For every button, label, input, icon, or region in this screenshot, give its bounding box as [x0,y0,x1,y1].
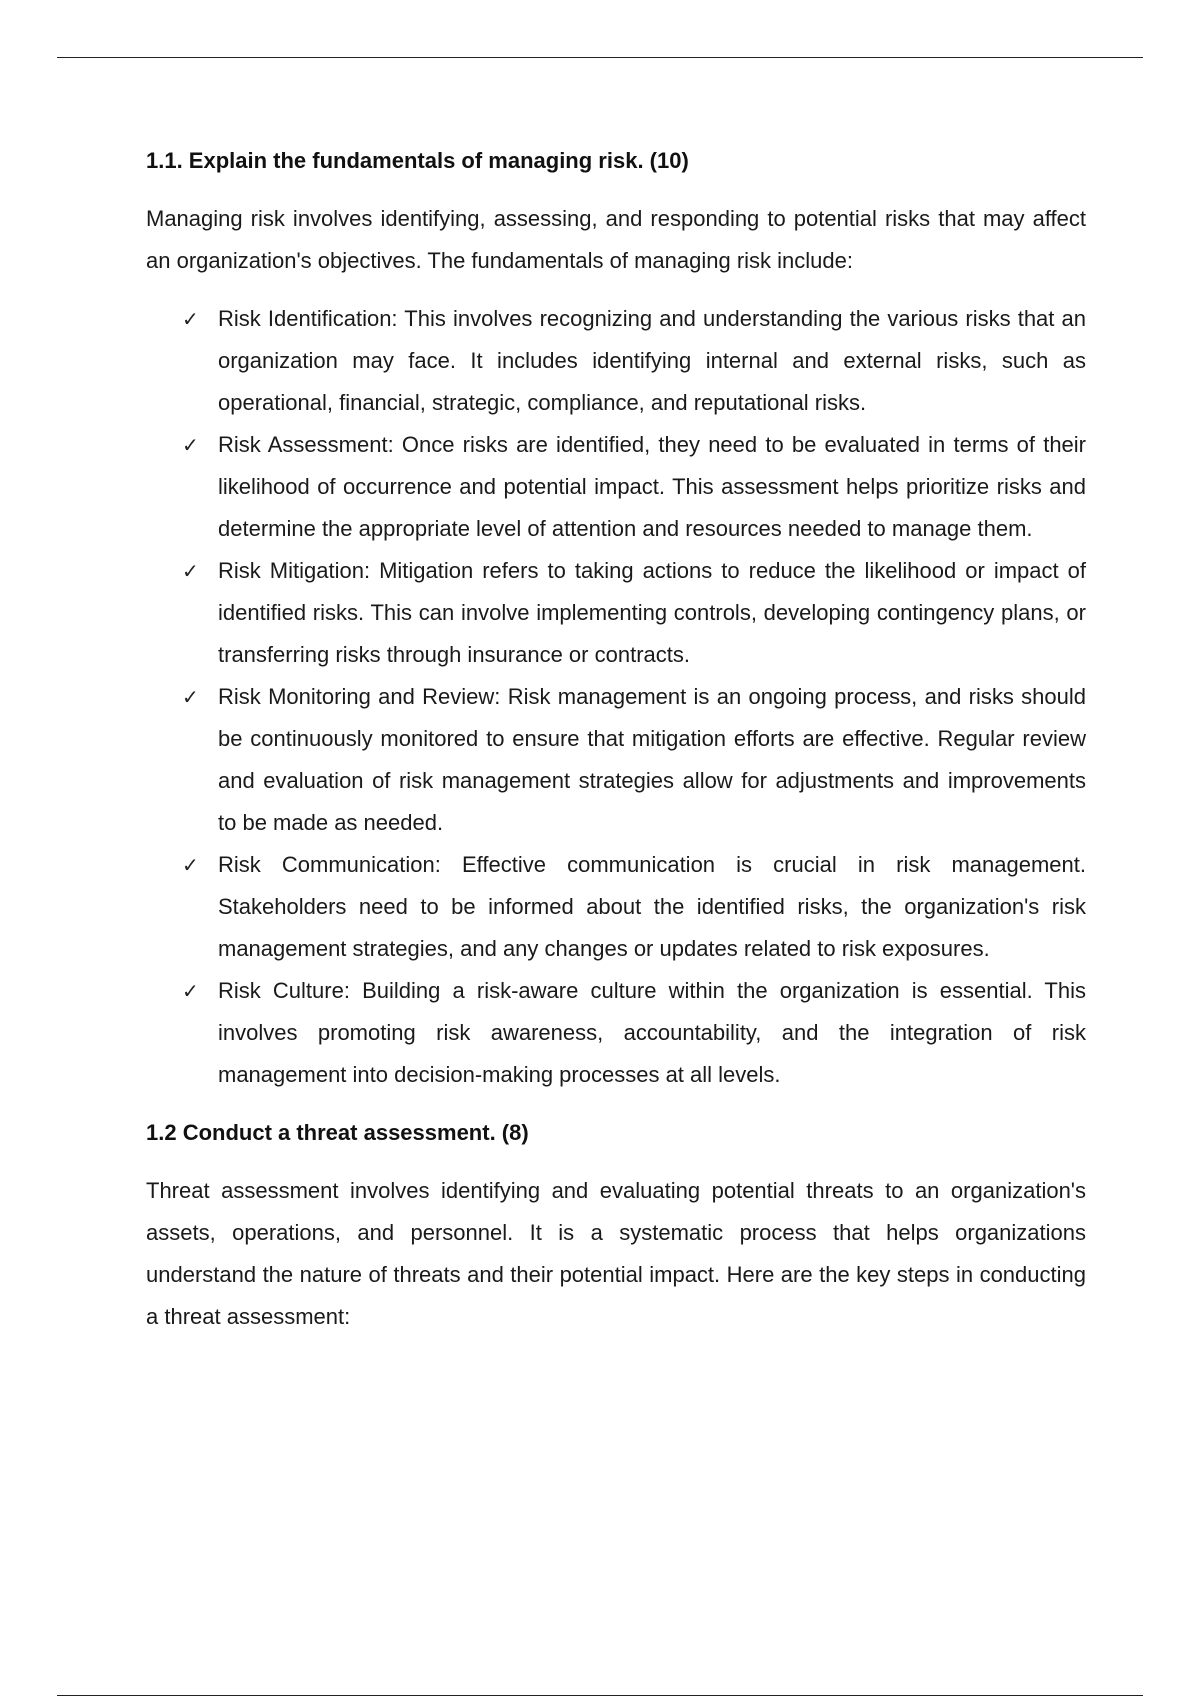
fundamentals-list [146,298,1086,1096]
section-intro-paragraph: Managing risk involves identifying, assessing, and responding to potential risks that may affect an organization's objectives. The fundamentals of managing risk include: [146,206,1086,273]
header-rule [57,57,1143,58]
checkmark-icon: ✓ [182,979,199,1003]
checkmark-icon: ✓ [182,685,199,709]
section-heading-1-2: 1.2 Conduct a threat assessment. (8) [146,1120,529,1145]
checkmark-icon: ✓ [182,307,199,331]
list-item [146,970,1086,1096]
checkmark-icon: ✓ [182,433,199,457]
list-item-text: Risk Assessment: Once risks are identified, they need to be evaluated in terms of their likelihood of occurrence and potential impact. This assessment helps prioritize risks and determine the appropriate level of attention and resources needed to manage them. [218,432,1086,541]
list-item [146,298,1086,424]
list-item [146,844,1086,970]
list-item-text: Risk Communication: Effective communication is crucial in risk management. Stakeholders need to be informed about the identified risks, the organization's risk management strategies, and any changes or updates related to risk exposures. [218,852,1086,961]
checkmark-icon: ✓ [182,853,199,877]
list-item [146,424,1086,550]
list-item [146,550,1086,676]
list-item-text: Risk Monitoring and Review: Risk management is an ongoing process, and risks should be continuously monitored to ensure that mitigation efforts are effective. Regular review and evaluation of risk management strategies allow for adjustments and improvements to be made as needed. [218,684,1086,835]
list-item-text: Risk Mitigation: Mitigation refers to taking actions to reduce the likelihood or impact of identified risks. This can involve implementing controls, developing contingency plans, or transferring risks through insurance or contracts. [218,558,1086,667]
section-intro-paragraph: Threat assessment involves identifying and evaluating potential threats to an organization's assets, operations, and personnel. It is a systematic process that helps organizations understand the nature of threats and their potential impact. Here are the key steps in conducting a threat assessment: [146,1178,1086,1329]
list-item-text: Risk Culture: Building a risk-aware culture within the organization is essential. This involves promoting risk awareness, accountability, and the integration of risk management into decision-making processes at all levels. [218,978,1086,1087]
list-item-text: Risk Identification: This involves recognizing and understanding the various risks that an organization may face. It includes identifying internal and external risks, such as operational, financial, strategic, compliance, and reputational risks. [218,306,1086,415]
document-body [146,140,1086,1338]
list-item [146,676,1086,844]
footer-rule [57,1695,1143,1696]
checkmark-icon: ✓ [182,559,199,583]
section-heading-1-1: 1.1. Explain the fundamentals of managing risk. (10) [146,148,689,173]
